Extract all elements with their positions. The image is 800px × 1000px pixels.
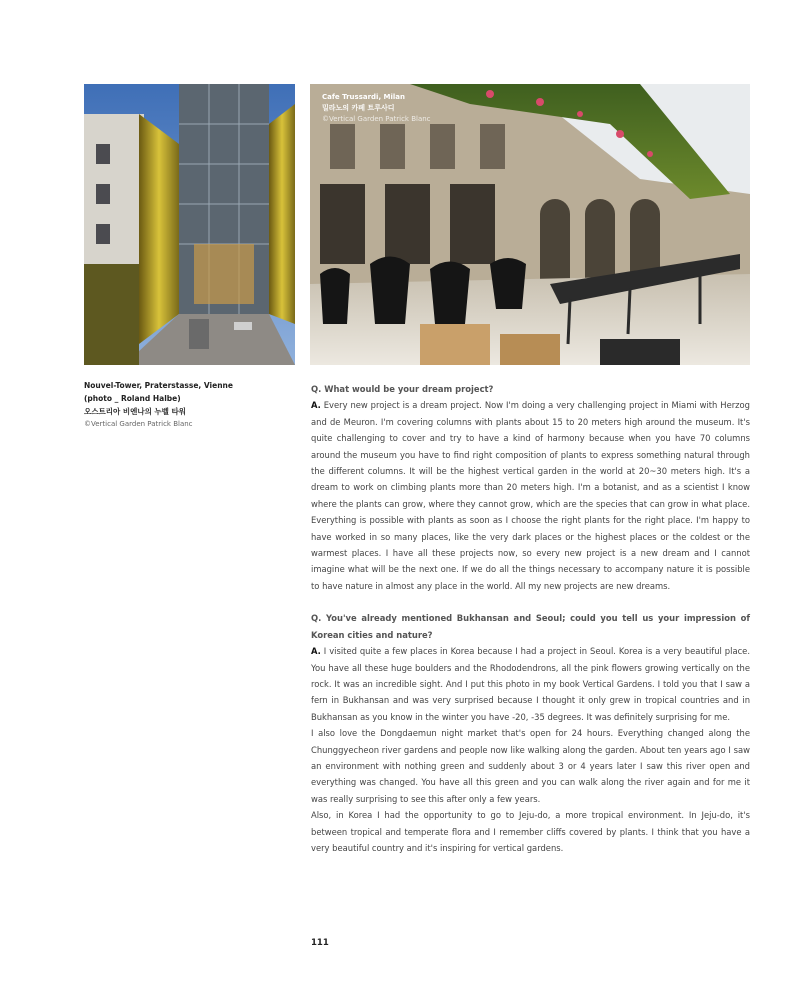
- left-caption-korean: 오스트리아 비엔나의 누벨 타워: [84, 407, 187, 416]
- answer-1-text: Every new project is a dream project. Now I'm doing a very challenging project in Miami with Herzog and de Meuron. I'm covering columns with plants about 15 to 20 meters high around the museum. It's quite challenging to cover and try to have a kind of harmony because when you have 70 columns around the museum you have to find right composition of plants to express something natural through the different columns. It will be the highest vertical garden in the world at 20~30 meters high. It's a dream to work on climbing plants more than 20 meters high. I'm a botanist, and as a scientist I know where the plants can grow, where they cannot grow, which are the species that can grow in what place. Everything is possible with plants as soon as I choose the right plants for the right place. I'm happy to have worked in so many places, like the very dark places or the highest places or the coldest or the warmest places. I have all these projects now, so every new project is a new dream and I cannot imagine what will be the next one. If we do all the things necessary to accompany nature it is possible to have nature in almost any place in the world. All my new projects are new dreams.: [311, 400, 750, 591]
- answer-2-text-1: I visited quite a few places in Korea because I had a project in Seoul. Korea is a very beautiful place. You have all these huge boulders and the Rhododendrons, all the pink flowers growing vertically on the rock. It was an incredible sight. And I put this photo in my book Vertical Gardens. I told you that I saw a fern in Bukhansan and was very surprised because I thought it only grew in tropical countries and in Bukhansan as you know in the winter you have -20, -35 degrees. It was definitely surprising for me.: [311, 646, 750, 722]
- right-photo-caption: [322, 92, 431, 125]
- answer-1: [311, 397, 750, 594]
- left-caption-credit: ©Vertical Garden Patrick Blanc: [84, 420, 193, 428]
- answer-label: A.: [311, 400, 321, 411]
- question-2: Q. You've already mentioned Bukhansan and Seoul; could you tell us your impression of Korean cities and nature?: [311, 613, 750, 640]
- answer-label: A.: [311, 646, 321, 657]
- answer-2-paragraph-2: I also love the Dongdaemun night market that's open for 24 hours. Everything changed along the Chunggyecheon river gardens and people now like walking along the garden. About ten years ago I saw an environment with nothing green and suddenly about 3 or 4 years later I saw this river open and everything was changed. You have all this green and you can walk along the river again and for me it was really surprising to see this after only a few years.: [311, 728, 750, 804]
- left-caption-photo: (photo _ Roland Halbe): [84, 394, 181, 403]
- left-caption-title: Nouvel-Tower, Praterstasse, Vienne: [84, 381, 233, 390]
- right-photo-credit: ©Vertical Garden Patrick Blanc: [322, 115, 431, 123]
- page-number: 111: [311, 938, 329, 948]
- interview-article: [311, 381, 750, 856]
- answer-2-paragraph-3: Also, in Korea I had the opportunity to go to Jeju-do, a more tropical environment. In Jeju-do, it's between tropical and temperate flora and I remember cliffs covered by plants. I think that you have a very beautiful country and it's inspiring for vertical gardens.: [311, 810, 750, 853]
- question-1: Q. What would be your dream project?: [311, 384, 494, 394]
- cafe-trussardi-photo: [310, 84, 750, 365]
- right-photo-korean: 밀라노의 카페 트루사디: [322, 104, 395, 112]
- right-photo-title: Cafe Trussardi, Milan: [322, 93, 406, 101]
- nouvel-tower-photo: [84, 84, 295, 365]
- left-photo-caption: [84, 379, 289, 431]
- answer-2-paragraph-1: [311, 643, 750, 725]
